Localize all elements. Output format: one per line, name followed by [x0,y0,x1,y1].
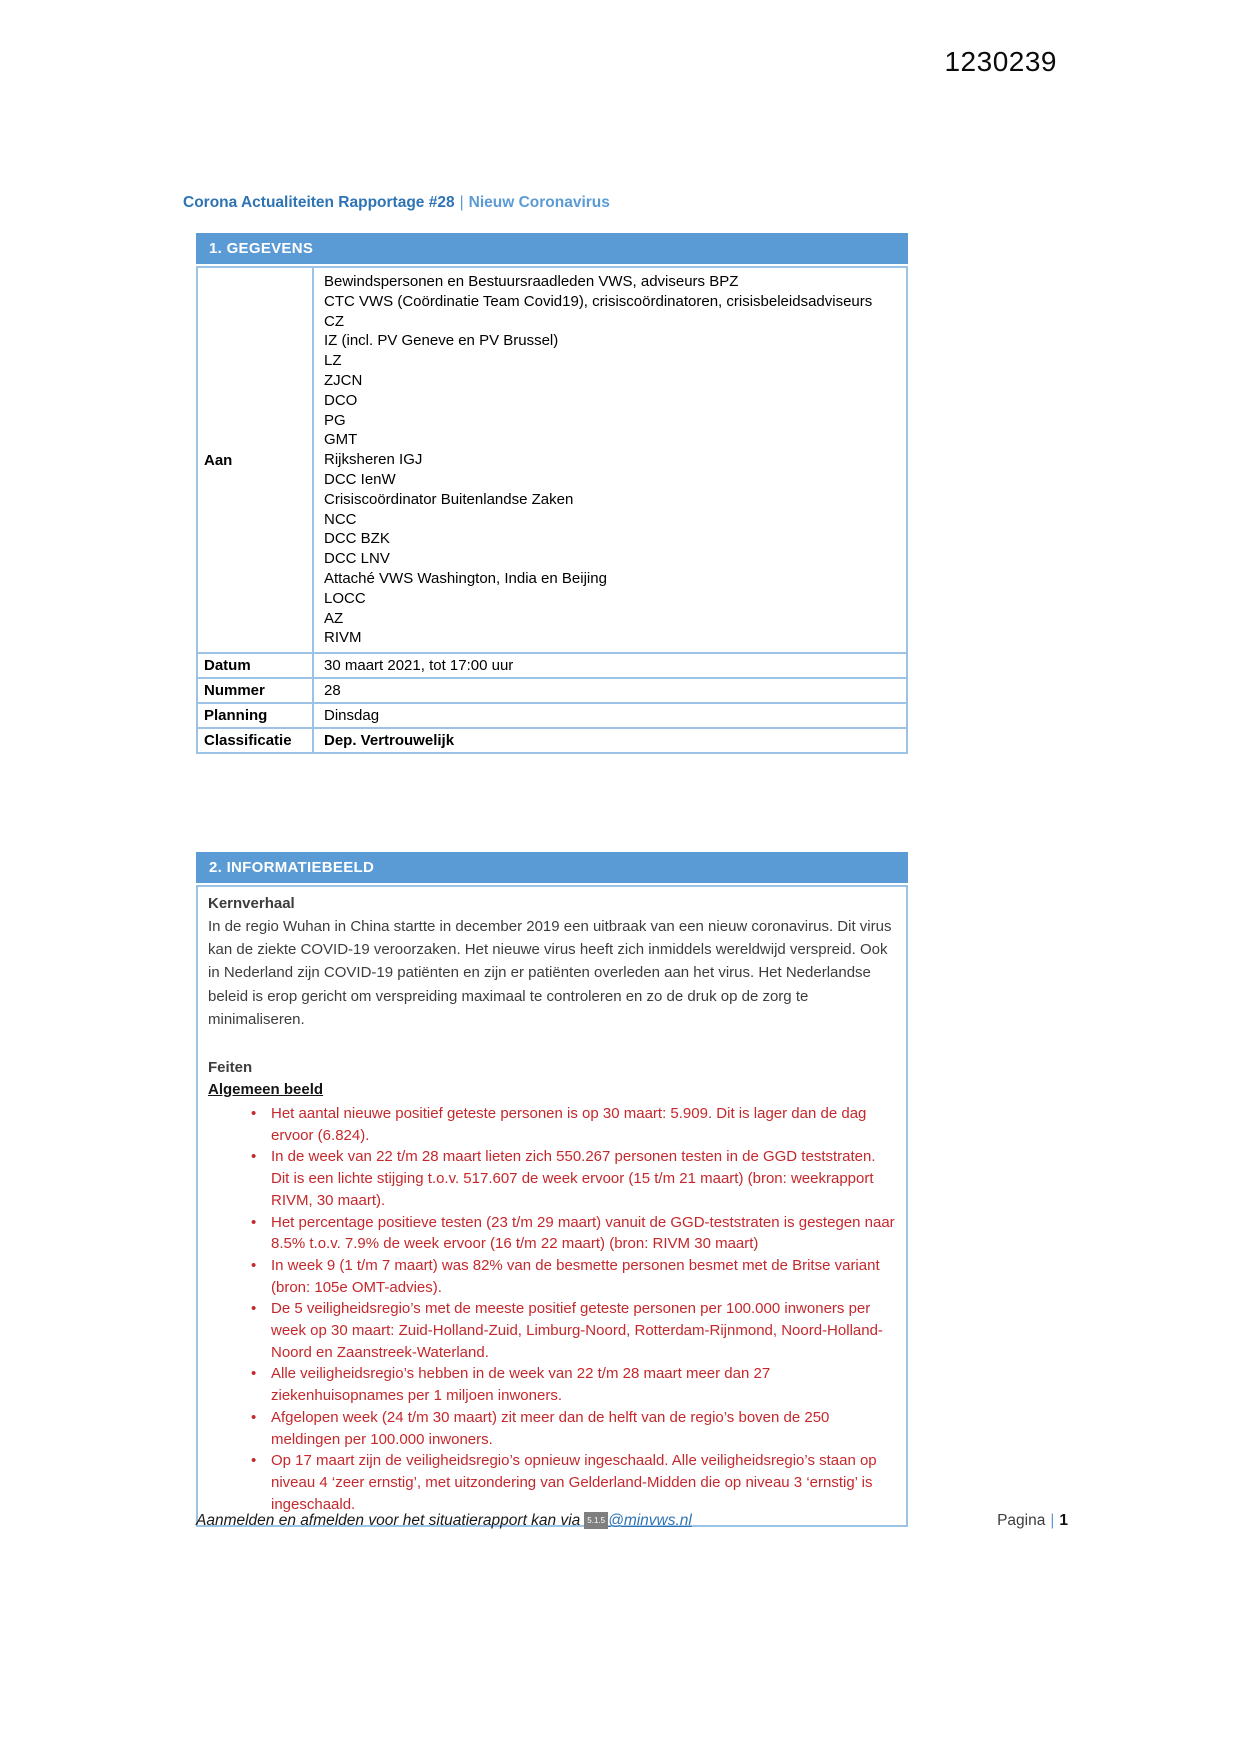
aan-recipient: AZ [324,609,344,627]
aan-recipient: RIVM [324,629,362,647]
page-title-subtitle: Nieuw Coronavirus [468,194,610,211]
informatiebeeld-section [196,852,908,1527]
aan-recipient: CTC VWS (Coördinatie Team Covid19), crisiscoördinatoren, crisisbeleidsadviseurs [324,292,873,310]
row-value-aan [314,268,906,652]
gegevens-table [196,233,908,754]
aan-recipient: ZJCN [324,371,363,389]
table-row-classificatie [198,729,906,752]
page-footer [196,1512,1068,1530]
informatiebeeld-body [196,885,908,1527]
row-label-datum: Datum [198,654,314,677]
feit-bullet: • Het percentage positieve testen (23 t/m 29 maart) vanuit de GGD-teststraten is gestegen naar 8.5% t.o.v. 7.9% de week ervoor (16 t/m 22 maart) (bron: RIVM 30 maart) [271,1212,896,1255]
page-title-separator: | [459,194,464,211]
row-value-datum: 30 maart 2021, tot 17:00 uur [324,657,514,675]
kernverhaal-paragraph: In de regio Wuhan in China startte in december 2019 een uitbraak van een nieuw coronavirus. Dit virus kan de ziekte COVID-19 veroorzaken. Het nieuwe virus heeft zich inmiddels wereldwijd verspreid. Ook in Nederland zijn COVID-19 patiënten en zijn er patiënten overleden aan het virus. Het Nederlandse beleid is erop gericht om verspreiding maximaal te controleren en zo de druk op de zorg te minimaliseren. [208,918,892,1028]
row-label-planning: Planning [198,704,314,727]
aan-recipient: DCC IenW [324,470,396,488]
feit-bullet: • Afgelopen week (24 t/m 30 maart) zit meer dan de helft van de regio’s boven de 250 meldingen per 100.000 inwoners. [271,1407,896,1450]
algemeen-beeld-heading: Algemeen beeld [208,1081,324,1099]
document-id-number: 1230239 [944,46,1057,77]
minvws-email-link[interactable]: @minvws.nl [608,1512,692,1529]
aan-recipient: CZ [324,312,344,330]
aan-recipient: DCO [324,391,358,409]
informatiebeeld-section-header: 2. INFORMATIEBEELD [196,852,908,883]
aan-recipient: DCC LNV [324,550,390,568]
redaction-box: 5.1.5 [584,1512,608,1529]
table-row-nummer [198,679,906,704]
row-value-planning: Dinsdag [324,707,380,725]
page-title [183,194,610,212]
row-label-nummer: Nummer [198,679,314,702]
row-value-nummer: 28 [324,682,341,700]
table-row-aan [198,268,906,654]
aan-recipient: GMT [324,431,358,449]
aan-recipient: PG [324,411,346,429]
row-label-aan: Aan [198,268,314,652]
gegevens-table-body [196,266,908,754]
table-row-planning [198,704,906,729]
aan-recipient: NCC [324,510,357,528]
gegevens-section-header: 1. GEGEVENS [196,233,908,264]
feit-bullet: • Alle veiligheidsregio’s hebben in de week van 22 t/m 28 maart meer dan 27 ziekenhuisopnames per 1 miljoen inwoners. [271,1363,896,1406]
feit-bullet: • Het aantal nieuwe positief geteste personen is op 30 maart: 5.909. Dit is lager dan de dag ervoor (6.824). [271,1103,896,1146]
page-number-indicator [997,1512,1068,1530]
page-separator: | [1050,1512,1055,1529]
aan-recipient: LZ [324,352,342,370]
aan-recipient: DCC BZK [324,530,390,548]
feiten-heading: Feiten [208,1059,253,1077]
aan-recipient: Bewindspersonen en Bestuursraadleden VWS, adviseurs BPZ [324,273,739,290]
feit-bullet: • Op 17 maart zijn de veiligheidsregio’s opnieuw ingeschaald. Alle veiligheidsregio’s staan op niveau 4 ‘zeer ernstig’, met uitzondering van Gelderland-Midden die op niveau 3 ‘ernstig’ is ingeschaald. [271,1450,896,1515]
row-value-classificatie: Dep. Vertrouwelijk [324,732,455,750]
footer-subscribe-note [196,1512,692,1530]
table-row-datum [198,654,906,679]
feit-bullet: • In week 9 (1 t/m 7 maart) was 82% van de besmette personen besmet met de Britse variant (bron: 105e OMT-advies). [271,1255,896,1298]
page-number: 1 [1059,1512,1068,1529]
aan-recipient: LOCC [324,589,366,607]
row-label-classificatie: Classificatie [198,729,314,752]
page-title-main: Corona Actualiteiten Rapportage #28 [183,194,455,211]
aan-recipient: Crisiscoördinator Buitenlandse Zaken [324,490,574,508]
feiten-bullet-list [208,1103,896,1515]
footer-subscribe-text: Aanmelden en afmelden voor het situatierapport kan via [196,1512,581,1529]
feit-bullet: • In de week van 22 t/m 28 maart lieten zich 550.267 personen testen in de GGD teststraten. Dit is een lichte stijging t.o.v. 517.607 de week ervoor (15 t/m 21 maart) (bron: weekrapport RIVM, 30 maart). [271,1146,896,1211]
aan-recipient: IZ (incl. PV Geneve en PV Brussel) [324,332,559,350]
kernverhaal-heading: Kernverhaal [208,895,295,912]
aan-recipient: Rijksheren IGJ [324,451,423,469]
page-label: Pagina [997,1512,1046,1529]
feit-bullet: • De 5 veiligheidsregio’s met de meeste positief geteste personen per 100.000 inwoners per week op 30 maart: Zuid-Holland-Zuid, Limburg-Noord, Rotterdam-Rijnmond, Noord-Holland-Noord en Zaanstreek-Waterland. [271,1298,896,1363]
aan-recipient: Attaché VWS Washington, India en Beijing [324,569,607,587]
